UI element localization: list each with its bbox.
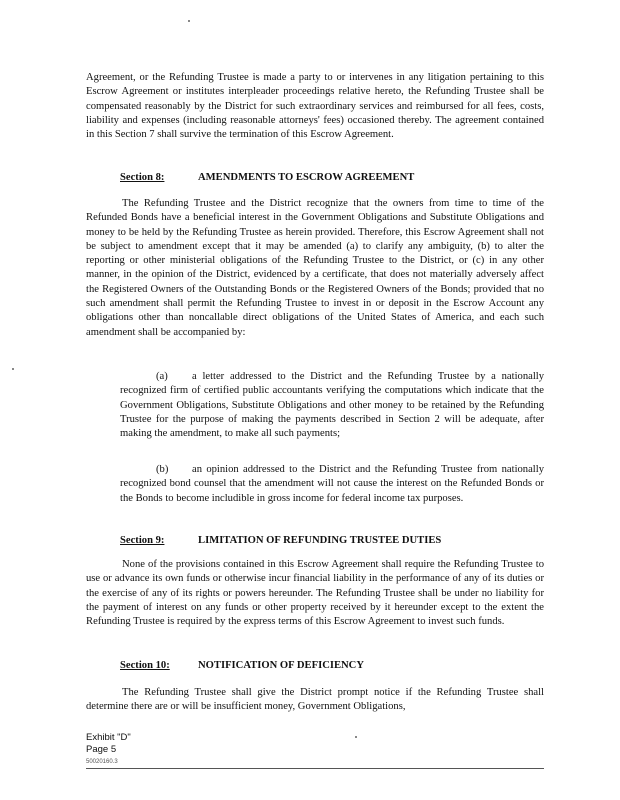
- list-item-b: [120, 463, 544, 506]
- section-number: Section 10:: [120, 660, 170, 671]
- paragraph-section9: None of the provisions contained in this Escrow Agreement shall require the Refunding Trustee to use or advance its own funds or otherwise incur financial liability in the performance of any of its duties or the exercise of any of its rights or powers hereunder. The Refunding Trustee shall be under no liability for the payment of interest on any funds or other property received by it hereunder except to the extent the Refunding Trustee is required by the express terms of this Escrow Agreement to invest such funds.: [86, 559, 544, 628]
- scan-speck: [355, 736, 357, 738]
- list-text: an opinion addressed to the District and the Refunding Trustee from nationally recognized bond counsel that the amendment will not cause the interest on the Refunded Bonds or the Bonds to become includible in gross income for federal income tax purposes.: [120, 464, 544, 504]
- section-9-heading: [120, 534, 441, 548]
- section-title: LIMITATION OF REFUNDING TRUSTEE DUTIES: [198, 535, 442, 546]
- paragraph-section8: The Refunding Trustee and the District recognize that the owners from time to time of the Refunded Bonds have a beneficial interest in the Government Obligations and Substitute Obligations and money to be held by the Refunding Trustee as herein provided. Therefore, this Escrow Agreement shall not be subject to amendment except that it may be amended (a) to clarify any ambiguity, (b) to alter the reporting or other ministerial obligations of the Refunding Trustee to the District, or (c) in any other manner, in the opinion of the District, evidenced by a certificate, that does not materially adversely affect the Registered Owners of the Outstanding Bonds or the Registered Owners of the Bonds; provided that no such amendment shall permit the Refunding Trustee to invest in or deposit in the Escrow Account any obligations other than noncallable direct obligations of the United States of America, and each such amendment shall be accompanied by:: [86, 198, 544, 338]
- list-label: (b): [156, 464, 169, 475]
- section-title: NOTIFICATION OF DEFICIENCY: [198, 660, 364, 671]
- section-number: Section 8:: [120, 172, 165, 183]
- paragraph-section10: The Refunding Trustee shall give the District prompt notice if the Refunding Trustee shall determine there are or will be insufficient money, Government Obligations,: [86, 687, 544, 713]
- scan-speck: [188, 20, 190, 22]
- list-text: a letter addressed to the District and the Refunding Trustee by a nationally recognized firm of certified public accountants verifying the computations which indicate that the Government Obligations, Substitute Obligations and other money to be retained by the Refunding Trustee for the purpose of making the payments described in Section 2 will be adequate, after making the amendment, to make all such payments;: [120, 371, 544, 440]
- footer-document-number: 50020160.3: [86, 759, 118, 765]
- section-10-heading: [120, 659, 364, 673]
- paragraph-section7-end: Agreement, or the Refunding Trustee is made a party to or intervenes in any litigation pertaining to this Escrow Agreement or institutes interpleader proceedings relative hereto, the Refunding Trustee shall be compensated reasonably by the District for such extraordinary services and reimbursed for all fees, costs, liability and expenses (including reasonable attorneys' fees) occasioned thereby. The agreement contained in this Section 7 shall survive the termination of this Escrow Agreement.: [86, 72, 544, 141]
- scan-speck: [12, 368, 14, 370]
- section-number: Section 9:: [120, 535, 165, 546]
- section-8-heading: [120, 171, 414, 185]
- footer-page-number: Page 5: [86, 744, 117, 755]
- list-label: (a): [156, 371, 168, 382]
- list-item-a: [120, 370, 544, 441]
- footer-exhibit: Exhibit "D": [86, 732, 131, 743]
- section-title: AMENDMENTS TO ESCROW AGREEMENT: [198, 172, 415, 183]
- footer-rule: [86, 768, 544, 769]
